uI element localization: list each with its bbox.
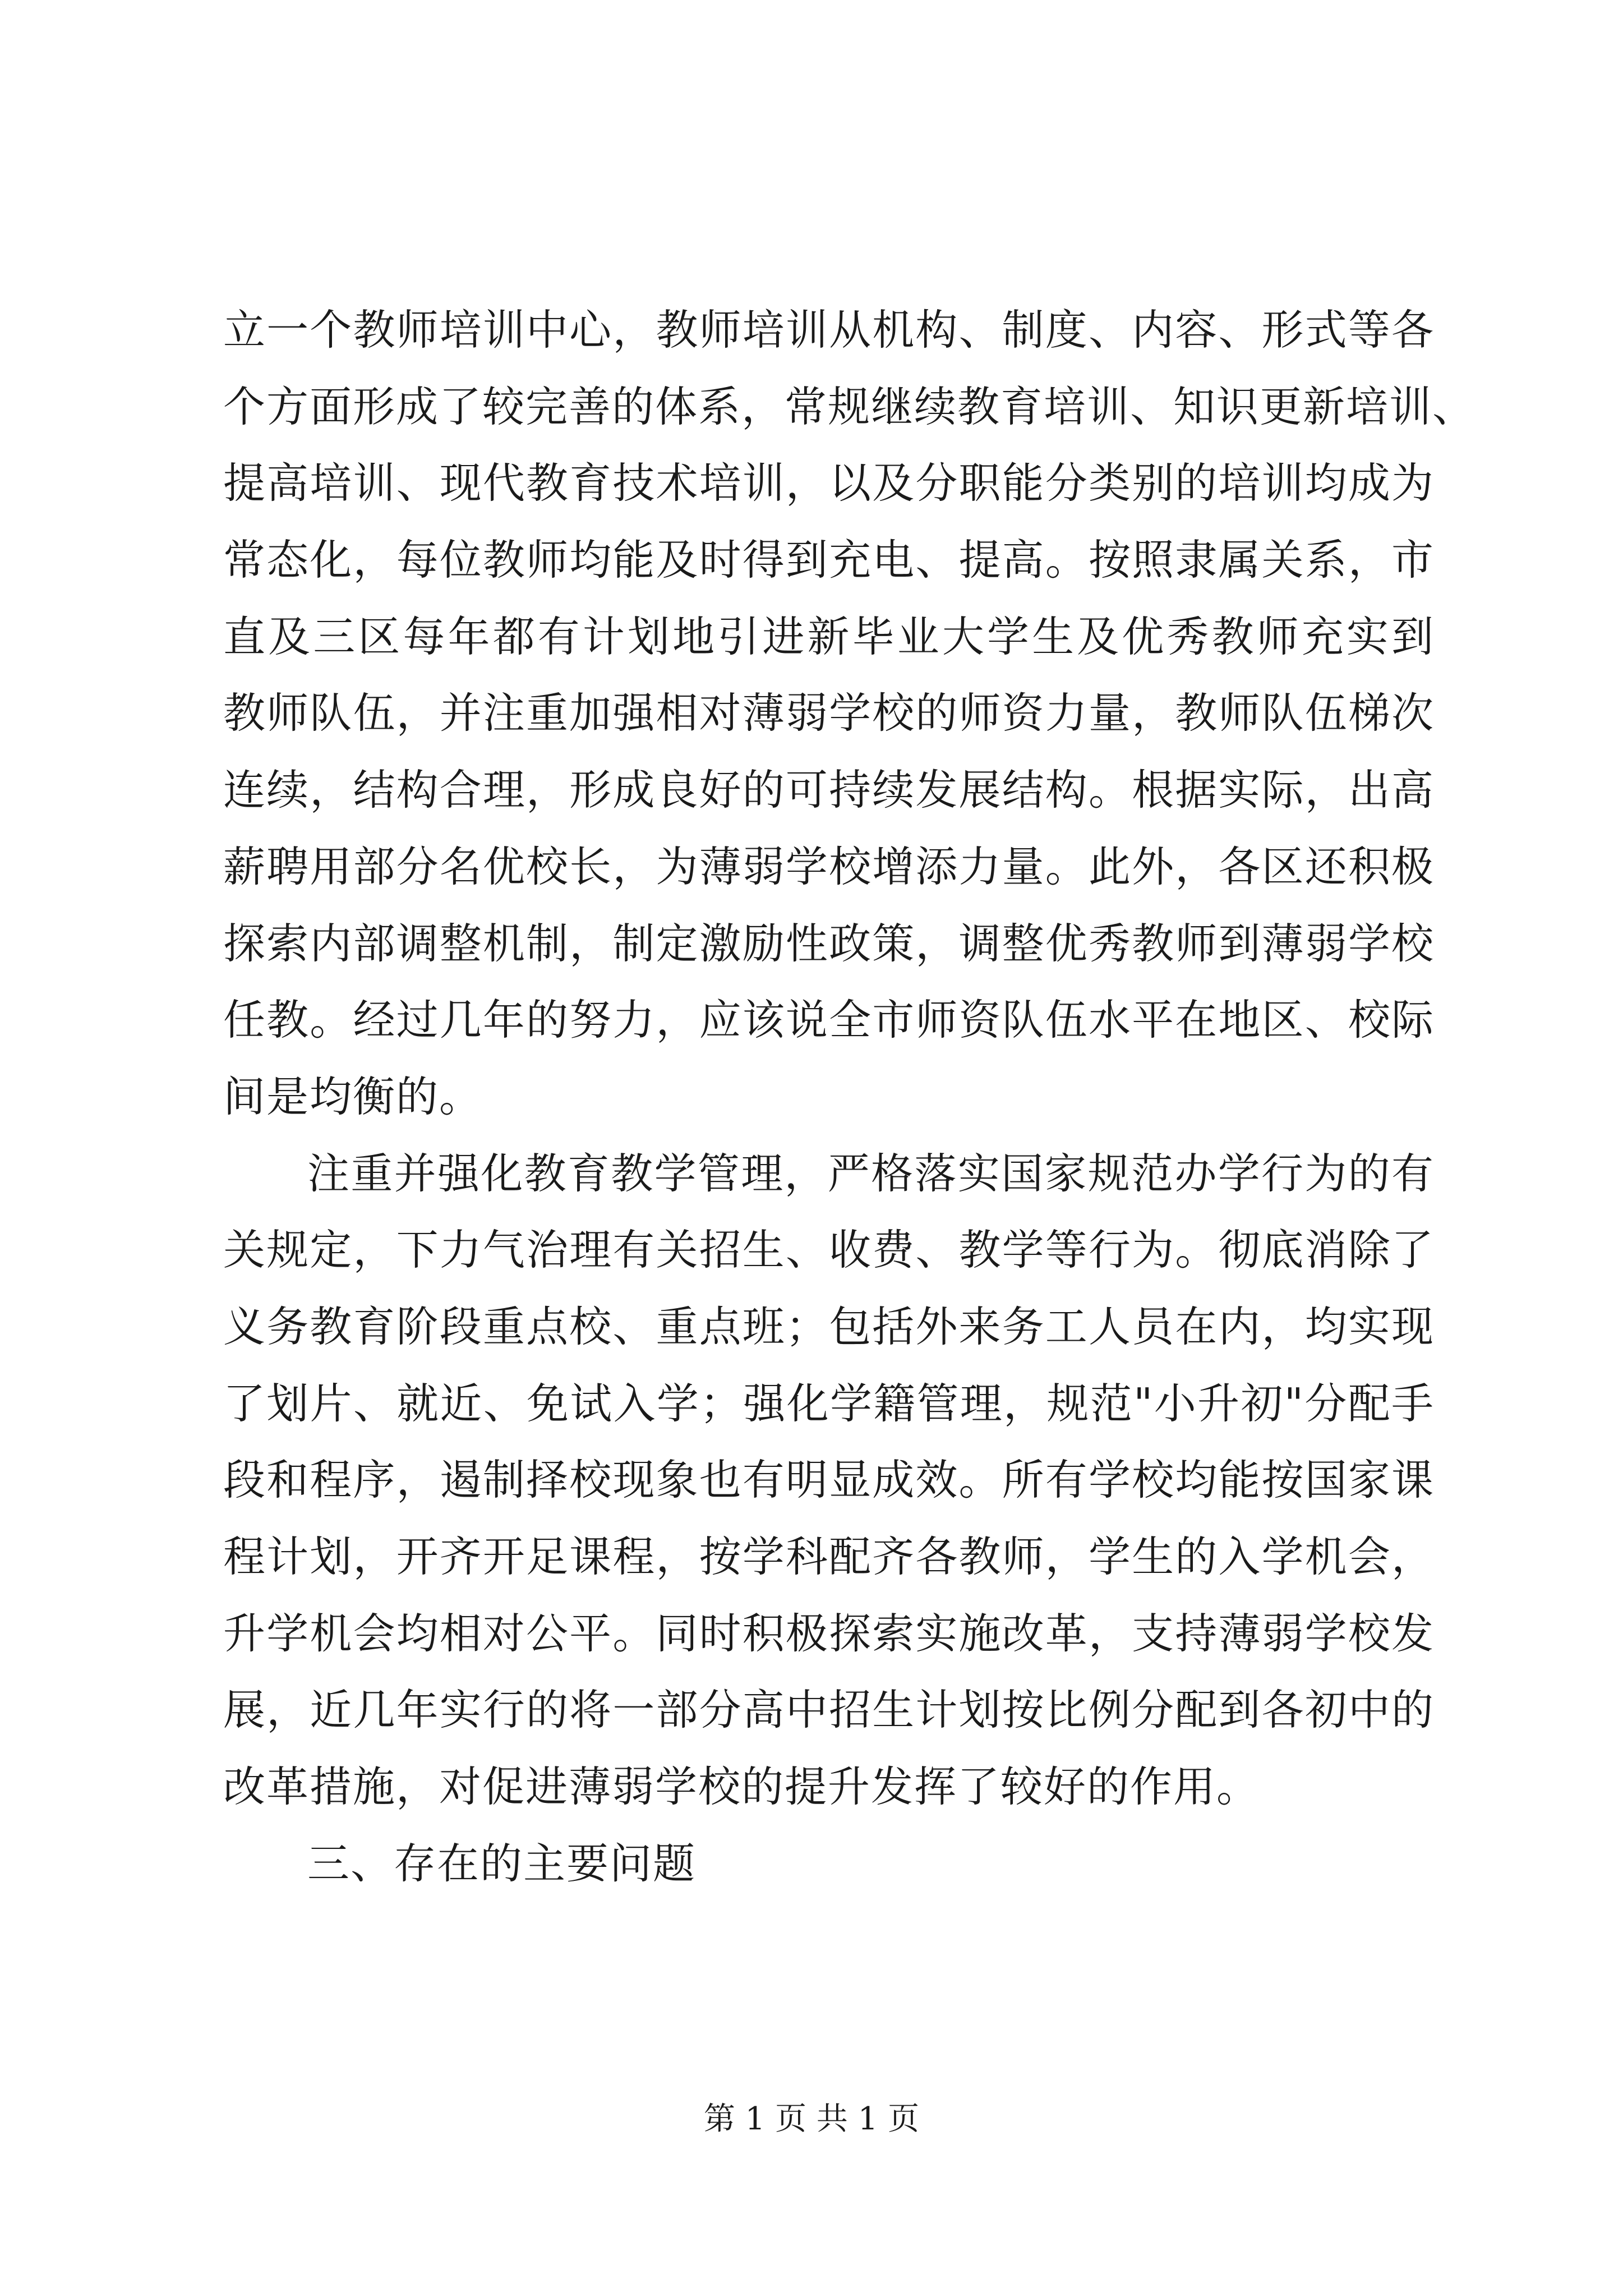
text-line: 探索内部调整机制，制定激励性政策，调整优秀教师到薄弱学校 bbox=[223, 918, 1435, 968]
text-line: 升学机会均相对公平。同时积极探索实施改革，支持薄弱学校发 bbox=[223, 1608, 1435, 1658]
text-line: 薪聘用部分名优校长，为薄弱学校增添力量。此外，各区还积极 bbox=[223, 841, 1435, 891]
text-line: 直及三区每年都有计划地引进新毕业大学生及优秀教师充实到 bbox=[223, 611, 1435, 661]
text-line: 关规定，下力气治理有关招生、收费、教学等行为。彻底消除了 bbox=[223, 1225, 1435, 1275]
text-line: 任教。经过几年的努力，应该说全市师资队伍水平在地区、校际 bbox=[223, 995, 1435, 1045]
text-line: 连续，结构合理，形成良好的可持续发展结构。根据实际，出高 bbox=[223, 765, 1435, 815]
text-line: 个方面形成了较完善的体系，常规继续教育培训、知识更新培训、 bbox=[223, 381, 1476, 431]
paragraph-first-line: 注重并强化教育教学管理，严格落实国家规范办学行为的有 bbox=[307, 1148, 1435, 1198]
text-line: 展，近几年实行的将一部分高中招生计划按比例分配到各初中的 bbox=[223, 1685, 1435, 1735]
section-heading: 三、存在的主要问题 bbox=[307, 1838, 697, 1888]
document-body bbox=[223, 292, 1476, 1902]
text-line: 教师队伍，并注重加强相对薄弱学校的师资力量，教师队伍梯次 bbox=[223, 688, 1435, 738]
text-line: 常态化，每位教师均能及时得到充电、提高。按照隶属关系，市 bbox=[223, 535, 1435, 585]
text-line: 改革措施，对促进薄弱学校的提升发挥了较好的作用。 bbox=[223, 1762, 1260, 1812]
text-line: 程计划，开齐开足课程，按学科配齐各教师，学生的入学机会， bbox=[223, 1532, 1435, 1581]
text-line: 义务教育阶段重点校、重点班；包括外来务工人员在内，均实现 bbox=[223, 1301, 1435, 1351]
text-line: 间是均衡的。 bbox=[223, 1071, 483, 1121]
text-line: 了划片、就近、免试入学；强化学籍管理，规范"小升初"分配手 bbox=[223, 1378, 1435, 1428]
page-footer: 第 1 页 共 1 页 bbox=[703, 2101, 920, 2137]
text-line: 立一个教师培训中心，教师培训从机构、制度、内容、形式等各 bbox=[223, 305, 1435, 355]
text-line: 提高培训、现代教育技术培训，以及分职能分类别的培训均成为 bbox=[223, 458, 1435, 508]
text-line: 段和程序，遏制择校现象也有明显成效。所有学校均能按国家课 bbox=[223, 1455, 1435, 1505]
